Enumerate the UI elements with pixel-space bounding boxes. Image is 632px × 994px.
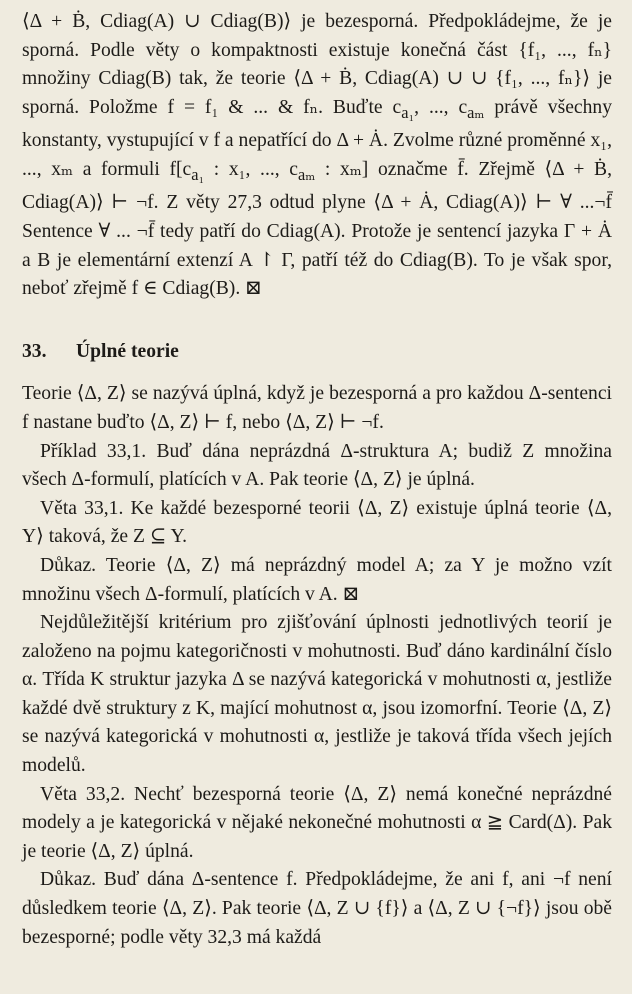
proof-line: ∪ {f₁, ..., fₙ}⟩ je sporná. Položme f = f₁ & ... & fₙ. Buďte c	[22, 68, 612, 118]
proof-line: : x₁, ..., c	[204, 158, 298, 180]
section-title: Úplné teorie	[76, 340, 179, 362]
subscript: aₘ	[298, 164, 316, 184]
proof-line: Zvolme různé proměnné x₁, ..., xₘ a formuli f[c	[22, 130, 612, 180]
proof-line: extenzí A ↾ Γ, patří též do Cdiag(B). To je však spor, neboť	[22, 249, 612, 300]
proof-line: : xₘ]	[315, 158, 369, 180]
spacer	[22, 304, 612, 338]
theorem-33-1: Věta 33,1. Ke každé bezesporné teorii ⟨Δ, Z⟩ existuje úplná teorie ⟨Δ, Y⟩ taková, že Z ⊆ Y.	[22, 497, 612, 548]
proof-theorem-33-1: Důkaz. Teorie ⟨Δ, Z⟩ má neprázdný model A; za Y je možno vzít množinu všech Δ-formulí, platících v A. ⊠	[22, 554, 612, 605]
section-number: 33.	[22, 340, 47, 362]
proof-line: označme f̄. Zřejmě ⟨Δ + Ḃ, Cdiag(A)⟩ ⊢ ¬f. Z věty 27,3 odtud	[22, 158, 613, 214]
proof-line: právě všechny konstanty, vystupující v f a nepatřící do Δ + Ȧ.	[22, 96, 612, 152]
proof-theorem-33-2: Důkaz. Buď dána Δ-sentence f. Předpokládejme, že ani f, ani ¬f není důsledkem teorie ⟨Δ, Z⟩. Pak teorie ⟨Δ, Z ∪ {f}⟩ a ⟨Δ, Z ∪ {¬f}⟩ jsou obě bezesporné; podle věty 32,3 má každá	[22, 869, 612, 948]
subscript: a₁	[401, 102, 415, 122]
definition-complete-theory: Teorie ⟨Δ, Z⟩ se nazývá úplná, když je bezesporná a pro každou Δ-sentenci f nastane buďto ⟨Δ, Z⟩ ⊢ f, nebo ⟨Δ, Z⟩ ⊢ ¬f.	[22, 383, 612, 433]
subscript: aₘ	[467, 102, 485, 122]
example-33-1: Příklad 33,1. Buď dána neprázdná Δ-struktura A; budiž Z množina všech Δ-formulí, platících v A. Pak teorie ⟨Δ, Z⟩ je úplná.	[22, 440, 612, 491]
proof-continuation	[22, 8, 612, 304]
proof-line: , ..., c	[414, 96, 468, 118]
proof-line: {f₁, ..., fₙ} množiny Cdiag(B) tak, že teorie ⟨Δ + Ḃ, Cdiag(A) ∪	[22, 39, 612, 90]
categoricity-paragraph: Nejdůležitější kritérium pro zjišťování úplnosti jednotlivých teorií je založeno na pojmu kategoričnosti v mohutnosti. Buď dáno kardinální číslo α. Třída K struktur jazyka Δ se nazývá kategorická v mohutnosti α, jestliže každé dvě struktury z K, mající mohutnost α, jsou izomorfní. Teorie ⟨Δ, Z⟩ se nazývá kategorická v mohutnosti α, jestliže je taková třída všech jejích modelů.	[22, 612, 612, 777]
proof-line: ⟨Δ + Ḃ, Cdiag(A) ∪ Cdiag(B)⟩ je bezesporná. Předpokládejme,	[22, 11, 561, 32]
proof-line: plyne ⟨Δ + Ȧ, Cdiag(A)⟩ ⊢ ∀ ...¬f̄ Sentence ∀ ... ¬f̄ tedy patří	[22, 192, 612, 242]
section-heading	[22, 338, 612, 367]
proof-line: zřejmě f ∈ Cdiag(B). ⊠	[73, 278, 262, 300]
subscript: a₁	[191, 164, 205, 184]
theorem-33-2: Věta 33,2. Nechť bezesporná teorie ⟨Δ, Z⟩ nemá konečné neprázdné modely a je kategorická v nějaké nekonečné mohutnosti α ≧ Card(Δ). Pak je teorie ⟨Δ, Z⟩ úplná.	[22, 783, 612, 862]
proof-line: do Cdiag(A). Protože je sentencí jazyka Γ + Ȧ a B je elementární	[22, 220, 612, 271]
proof-line: že je sporná. Podle věty o kompaktnosti existuje konečná část	[22, 11, 612, 61]
